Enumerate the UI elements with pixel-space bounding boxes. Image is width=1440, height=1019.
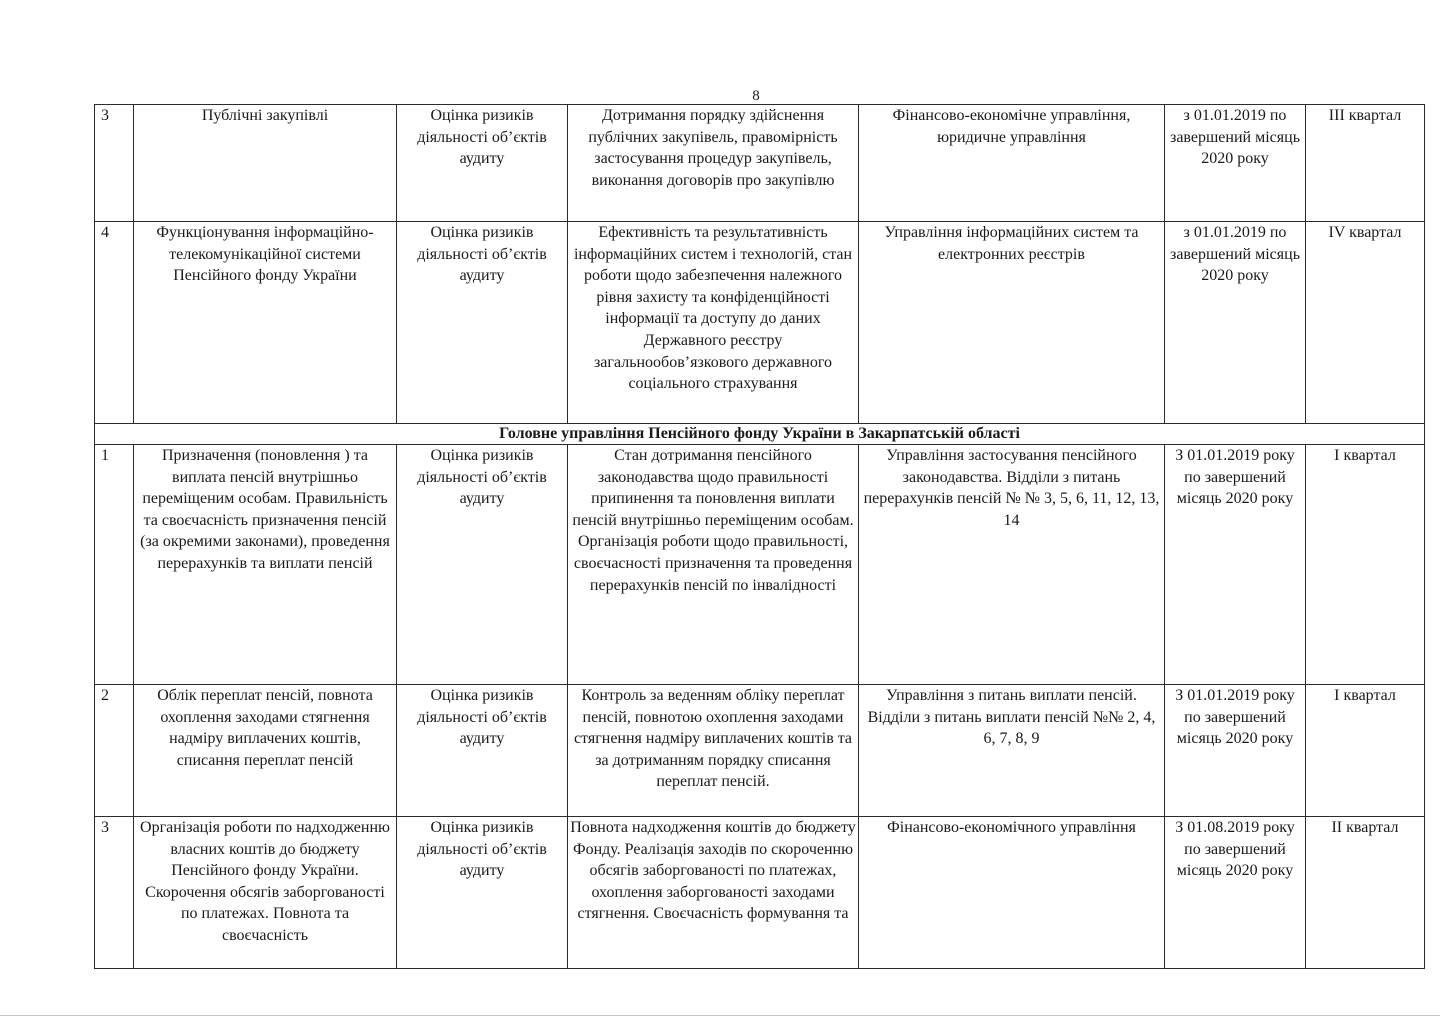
audit-object: Організація роботи по надходженню власних коштів до бюджету Пенсійного фонду України. Скорочення обсягів заборгованості по платежах. Повнота та своєчасність — [134, 817, 397, 969]
audit-object: Функціонування інформаційно-телекомунікаційної системи Пенсійного фонду України — [134, 222, 397, 424]
table-row — [95, 105, 1425, 222]
audit-object: Облік переплат пенсій, повнота охоплення заходами стягнення надміру виплачених коштів, списання переплат пенсій — [134, 685, 397, 817]
audit-period: З 01.01.2019 року по завершений місяць 2020 року — [1165, 685, 1306, 817]
audit-reason: Оцінка ризиків діяльності об’єктів аудиту — [397, 685, 568, 817]
row-number: 4 — [95, 222, 134, 424]
audit-issues: Ефективність та результативність інформаційних систем і технологій, стан роботи щодо забезпечення належного рівня захисту та конфіденційності інформації та доступу до даних Державного реєстру загальнообов’язкового державного соціального страхування — [568, 222, 859, 424]
audit-period: З 01.08.2019 року по завершений місяць 2020 року — [1165, 817, 1306, 969]
audit-term: I квартал — [1306, 445, 1425, 685]
page-number: 8 — [752, 88, 760, 104]
responsible-units: Управління застосування пенсійного законодавства. Відділи з питань перерахунків пенсій № № 3, 5, 6, 11, 12, 13, 14 — [859, 445, 1165, 685]
audit-reason: Оцінка ризиків діяльності об’єктів аудиту — [397, 445, 568, 685]
responsible-units: Фінансово-економічне управління, юридичне управління — [859, 105, 1165, 222]
audit-plan-table — [94, 104, 1425, 969]
audit-object: Публічні закупівлі — [134, 105, 397, 222]
responsible-units: Управління інформаційних систем та електронних реєстрів — [859, 222, 1165, 424]
audit-term: III квартал — [1306, 105, 1425, 222]
table-row — [95, 445, 1425, 685]
audit-issues: Дотримання порядку здійснення публічних закупівель, правомірність застосування процедур закупівель, виконання договорів про закупівлю — [568, 105, 859, 222]
section-title: Головне управління Пенсійного фонду України в Закарпатській області — [95, 424, 1425, 445]
row-number: 2 — [95, 685, 134, 817]
audit-issues: Контроль за веденням обліку переплат пенсій, повнотою охоплення заходами стягнення надміру виплачених коштів та за дотриманням порядку списання переплат пенсій. — [568, 685, 859, 817]
table-row — [95, 685, 1425, 817]
audit-reason: Оцінка ризиків діяльності об’єктів аудиту — [397, 222, 568, 424]
audit-term: IV квартал — [1306, 222, 1425, 424]
audit-period: з 01.01.2019 по завершений місяць 2020 року — [1165, 105, 1306, 222]
page-bottom-edge — [0, 1015, 1440, 1016]
audit-object: Призначення (поновлення ) та виплата пенсій внутрішньо переміщеним особам. Правильність та своєчасність призначення пенсій (за окремими законами), проведення перерахунків та виплати пенсій — [134, 445, 397, 685]
audit-reason: Оцінка ризиків діяльності об’єктів аудиту — [397, 105, 568, 222]
responsible-units: Фінансово-економічного управління — [859, 817, 1165, 969]
responsible-units: Управління з питань виплати пенсій. Відділи з питань виплати пенсій №№ 2, 4, 6, 7, 8, 9 — [859, 685, 1165, 817]
table-row — [95, 222, 1425, 424]
table-row — [95, 817, 1425, 969]
row-number: 3 — [95, 105, 134, 222]
section-header-row — [95, 424, 1425, 445]
audit-reason: Оцінка ризиків діяльності об’єктів аудиту — [397, 817, 568, 969]
row-number: 3 — [95, 817, 134, 969]
audit-term: I квартал — [1306, 685, 1425, 817]
audit-issues: Повнота надходження коштів до бюджету Фонду. Реалізація заходів по скороченню обсягів заборгованості по платежах, охоплення заборгованості заходами стягнення. Своєчасність формування та — [568, 817, 859, 969]
audit-period: З 01.01.2019 року по завершений місяць 2020 року — [1165, 445, 1306, 685]
audit-term: II квартал — [1306, 817, 1425, 969]
audit-issues: Стан дотримання пенсійного законодавства щодо правильності припинення та поновлення виплати пенсій внутрішньо переміщеним особам. Організація роботи щодо правильності, своєчасності призначення та проведення перерахунків пенсій по інвалідності — [568, 445, 859, 685]
row-number: 1 — [95, 445, 134, 685]
audit-period: з 01.01.2019 по завершений місяць 2020 року — [1165, 222, 1306, 424]
